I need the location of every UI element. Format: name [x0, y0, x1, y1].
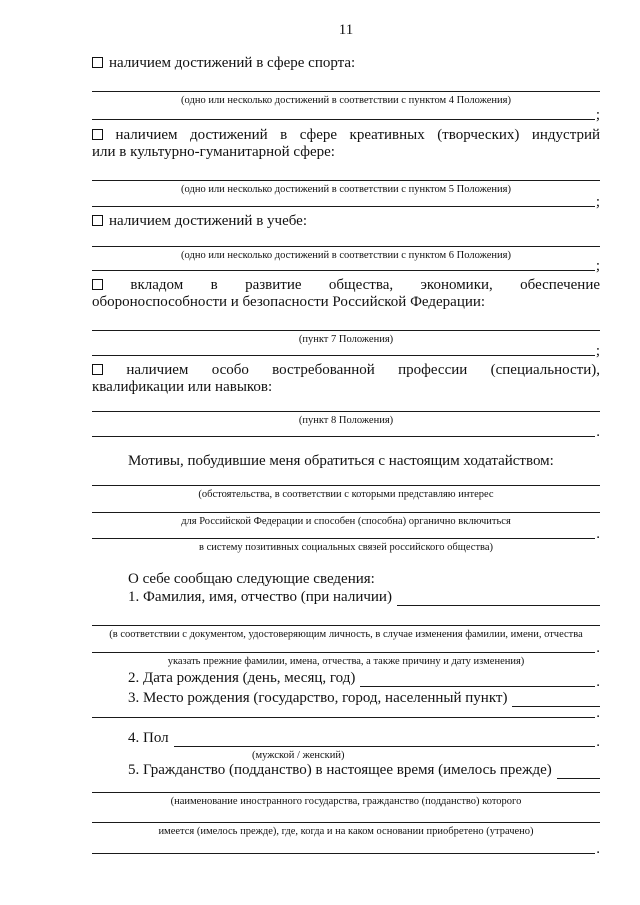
q2-fill[interactable] — [360, 686, 595, 687]
sport-achievements-item — [92, 55, 600, 72]
q5-hint-1: (наименование иностранного государства, гражданство (подданство) которого — [170, 796, 522, 807]
creative-achievements-item — [92, 127, 600, 161]
fill-rule[interactable] — [92, 261, 595, 271]
study-checkbox[interactable] — [92, 215, 103, 226]
fill-rule[interactable] — [92, 310, 600, 331]
motives-hint-1: (обстоятельства, в соответствии с которыми представляю интерес — [198, 489, 494, 500]
q3-blank-line[interactable] — [92, 705, 600, 721]
sport-checkbox[interactable] — [92, 57, 103, 68]
motives-hint-2: для Российской Федерации и способен (способна) органично включиться — [181, 516, 511, 527]
page-number: 11 — [338, 22, 354, 38]
creative-blank-line-2[interactable] — [92, 194, 600, 210]
creative-label-line1: наличием достижений в сфере креативных (творческих) индустрий — [115, 127, 601, 143]
contribution-label-line2: обороноспособности и безопасности Российской Федерации: — [92, 294, 486, 310]
personal-intro: О себе сообщаю следующие сведения: — [128, 571, 375, 587]
creative-checkbox[interactable] — [92, 129, 103, 140]
fill-rule[interactable] — [92, 345, 595, 356]
profession-label-line2: квалификации или навыков: — [92, 379, 273, 395]
q5-blank-line-2[interactable] — [92, 808, 600, 823]
motives-title: Мотивы, побудившие меня обратиться с настоящим ходатайством: — [128, 453, 554, 469]
q5-blank-line-3[interactable] — [92, 838, 600, 857]
fill-rule[interactable] — [92, 706, 595, 718]
q5-blank-line-1[interactable] — [92, 779, 600, 793]
q1-row — [92, 589, 600, 606]
line-terminator: . — [596, 841, 600, 857]
creative-hint: (одно или несколько достижений в соответствии с пунктом 5 Положения) — [181, 184, 511, 195]
study-blank-line[interactable] — [92, 230, 600, 247]
motives-blank-line-3[interactable] — [92, 526, 600, 542]
q1-blank-line-1[interactable] — [92, 606, 600, 626]
line-terminator: ; — [595, 258, 600, 274]
q1-blank-line-2[interactable] — [92, 640, 600, 656]
fill-rule[interactable] — [92, 500, 600, 513]
line-terminator: . — [596, 424, 600, 440]
line-terminator: ; — [595, 343, 600, 359]
sport-label: наличием достижений в сфере спорта: — [109, 55, 356, 71]
line-terminator: . — [596, 640, 600, 656]
q1-hint-2: указать прежние фамилии, имена, отчества, а также причину и дату изменения) — [167, 656, 525, 667]
contribution-label-line1: вкладом в развитие общества, экономики, обеспечение — [130, 277, 601, 293]
study-label: наличием достижений в учебе: — [109, 213, 307, 229]
fill-rule[interactable] — [92, 426, 595, 437]
contribution-blank-line[interactable] — [92, 311, 600, 331]
q4-label: 4. Пол — [128, 730, 169, 746]
q5-label: 5. Гражданство (подданство) в настоящее время (имелось прежде) — [128, 762, 552, 778]
fill-rule[interactable] — [92, 778, 600, 793]
fill-rule[interactable] — [92, 106, 595, 120]
line-terminator: . — [596, 526, 600, 542]
fill-rule[interactable] — [92, 71, 600, 92]
q3-label: 3. Место рождения (государство, город, населенный пункт) — [128, 690, 508, 706]
sport-blank-line[interactable] — [92, 72, 600, 92]
contribution-blank-line-2[interactable] — [92, 343, 600, 359]
study-achievements-item — [92, 213, 600, 230]
profession-label-line1: наличием особо востребованной профессии (специальности), — [126, 362, 601, 378]
q4-hint: (мужской / женский) — [252, 750, 345, 761]
profession-checkbox[interactable] — [92, 364, 103, 375]
motives-blank-line-2[interactable] — [92, 501, 600, 513]
contribution-item — [92, 277, 600, 311]
fill-rule[interactable] — [92, 605, 600, 626]
fill-rule[interactable] — [92, 807, 600, 823]
fill-rule[interactable] — [92, 527, 595, 539]
fill-rule[interactable] — [92, 160, 600, 181]
creative-label-line2: или в культурно-гуманитарной сфере: — [92, 144, 335, 160]
profession-blank-line-2[interactable] — [92, 424, 600, 440]
line-terminator: ; — [595, 194, 600, 210]
fill-rule[interactable] — [92, 640, 595, 653]
motives-blank-line-1[interactable] — [92, 470, 600, 486]
profession-item — [92, 362, 600, 396]
study-hint: (одно или несколько достижений в соответствии с пунктом 6 Положения) — [181, 250, 511, 261]
q3-row — [92, 690, 600, 707]
profession-hint: (пункт 8 Положения) — [298, 415, 394, 426]
line-terminator: . — [596, 734, 600, 750]
sport-hint: (одно или несколько достижений в соответствии с пунктом 4 Положения) — [181, 95, 511, 106]
contribution-hint: (пункт 7 Положения) — [298, 334, 394, 345]
q2-row — [92, 670, 600, 690]
q2-label: 2. Дата рождения (день, месяц, год) — [128, 670, 356, 686]
fill-rule[interactable] — [92, 395, 600, 412]
q4-fill[interactable] — [174, 746, 596, 747]
line-terminator: ; — [595, 107, 600, 123]
fill-rule[interactable] — [92, 837, 595, 854]
fill-rule[interactable] — [92, 469, 600, 486]
fill-rule[interactable] — [92, 229, 600, 247]
profession-blank-line[interactable] — [92, 396, 600, 412]
q1-label: 1. Фамилия, имя, отчество (при наличии) — [128, 589, 392, 605]
line-terminator: . — [596, 674, 600, 690]
creative-blank-line[interactable] — [92, 161, 600, 181]
contribution-checkbox[interactable] — [92, 279, 103, 290]
q5-row — [92, 762, 600, 779]
q5-hint-2: имеется (имелось прежде), где, когда и на каком основании приобретено (утрачено) — [158, 826, 534, 837]
q1-hint-1: (в соответствии с документом, удостоверяющим личность, в случае изменения фамилии, имени, отчества — [109, 629, 583, 640]
sport-blank-line-2[interactable] — [92, 107, 600, 123]
line-terminator: . — [596, 705, 600, 721]
study-blank-line-2[interactable] — [92, 258, 600, 274]
fill-rule[interactable] — [92, 195, 595, 207]
q4-row — [92, 730, 600, 750]
motives-hint-3: в систему позитивных социальных связей российского общества) — [198, 542, 494, 553]
